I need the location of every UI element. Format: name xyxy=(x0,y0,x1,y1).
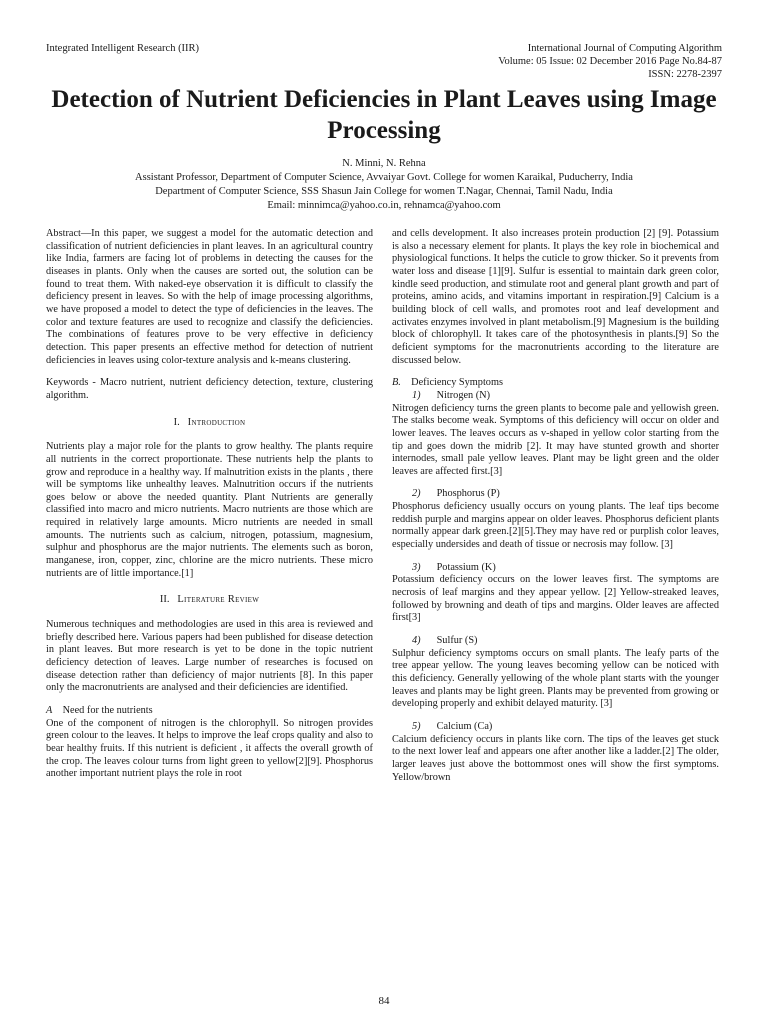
subsection-letter: B. xyxy=(392,377,401,389)
item-number: 3) xyxy=(412,561,421,573)
item-label: Nitrogen (N) xyxy=(436,389,491,401)
item-label: Potassium (K) xyxy=(436,561,496,573)
paper-title: Detection of Nutrient Deficiencies in Plant Leaves using Image Processing xyxy=(51,86,717,144)
section-title: Introduction xyxy=(187,416,246,428)
journal-publisher: Integrated Intelligent Research (IIR) xyxy=(46,43,200,54)
subsection-title: Deficiency Symptoms xyxy=(411,377,503,389)
item-number: 4) xyxy=(412,635,421,647)
potassium-text: Potassium deficiency occurs on the lower leaves first. The symptoms are necrosis of leaf margins and they appear yellow. [2] Yellow-streaked leaves, followed by browning and death of tips and margins. Older leaves are affected first[3] xyxy=(392,574,719,624)
section-title: Literature Review xyxy=(177,594,260,606)
section-number: I. xyxy=(173,416,180,428)
item-number: 1) xyxy=(412,389,421,401)
item-number: 5) xyxy=(412,720,421,732)
need-nutrients-text: One of the component of nitrogen is the chlorophyll. So nitrogen provides green colour to the leaves. It helps to improve the leaf crops quality and also to bear healthy fruits. If this nutrient is deficient , it affects the overall growth of the crop. The leaves colour turns from light green to yellow[2][9]. Phosphorus another important nutrient plays the role in root xyxy=(46,717,373,780)
author-names: N. Minni, N. Rehna xyxy=(342,158,426,169)
nutrient-overview-text: and cells development. It also increases protein production [2] [9]. Potassium is also a necessary element for plants. It plays the key role in biochemical and physiological functions. It helps the cuticle to grow thicker. So it prevents from water loss and disease [1][9]. Sulfur is essential to maintain dark green color, kindle seed production, and stimulate root and general plant growth and part of proteins, amino acids, and vitamins important in respiration.[9] Calcium is a building block of cell walls, and promotes root and leaf development and activates enzymes involved in plant metabolism.[9] Magnesium is the building block of chlorophyll. It takes care of the photosynthesis in plants.[9] So the deficient symptoms for the macronutrients according to the literature are discussed below. xyxy=(392,228,719,366)
author-email: Email: minnimca@yahoo.co.in, rehnamca@yahoo.com xyxy=(267,200,501,211)
item-heading-potassium xyxy=(392,562,719,575)
literature-text: Numerous techniques and methodologies are used in this area is reviewed and briefly described here. Various papers had been published for disease detection in plant leaves. But more research is yet to be done in the topic nutrient deficiency detection of leaves. Large number of researches is focused on disease detection rather than deficiency of major nutrients [8]. In this paper only the macronutrients are analysed and their deficiencies are identified. xyxy=(46,619,373,694)
item-heading-nitrogen xyxy=(392,390,719,403)
item-heading-phosphorus xyxy=(392,488,719,501)
page-number: 84 xyxy=(378,995,390,1007)
subsection-heading-a xyxy=(46,705,373,718)
introduction-text: Nutrients play a major role for the plants to grow healthy. The plants require all nutrients in the correct proportionate. These nutrients help the plants to grow and reproduce in a healthy way. If malnutrition exists in the plants , there will be symptoms like unhealthy leaves. Malnutrition occurs if the nutrients goes below or above the needed quantity. Plant Nutrients are generally classified into macro and micro nutrients. Macro nutrients are those which are required in relatively large amounts. Micro nutrients are needed in small amounts. The nutrients such as calcium, nitrogen, potassium, magnesium, sulphur and phosphorus are the major nutrients. The elements such as boron, manganese, iron, copper, zinc, chlorine are the micro nutrients. These micro nutrients are of little importance.[1] xyxy=(46,441,373,579)
journal-info xyxy=(498,42,722,81)
affiliation-2: Department of Computer Science, SSS Shasun Jain College for women T.Nagar, Chennai, Tamil Nadu, India xyxy=(155,186,613,197)
item-number: 2) xyxy=(412,488,421,500)
left-column xyxy=(46,228,373,791)
section-number: II. xyxy=(159,594,170,606)
item-label: Calcium (Ca) xyxy=(436,720,493,732)
calcium-text: Calcium deficiency occurs in plants like corn. The tips of the leaves get stuck to the next lower leaf and appears one after another like a ladder.[2] The older, larger leaves just above the bottommost ones will show the first symptoms. Yellow/brown xyxy=(392,733,719,783)
journal-name: International Journal of Computing Algorithm xyxy=(527,43,722,54)
subsection-title: Need for the nutrients xyxy=(62,705,153,716)
phosphorus-text: Phosphorus deficiency usually occurs on young plants. The leaf tips become reddish purple and margins appear on older leaves. Phosphorus deficient plants normally appear dark green.[2][5].They may have red or purplish color leaves, especially undersides and death of tissue or necrosis may follow. [3] xyxy=(392,501,719,551)
subsection-letter: A xyxy=(46,705,53,716)
sulfur-text: Sulphur deficiency symptoms occurs on small plants. The leafy parts of the tree appear yellow. The young leaves becoming yellow can be noticed with this deficiency. Generally yellowing of the whole plant starts with the younger leaves and plants may be light green. Plants may be prevented from growing or developing properly and exhibit delayed maturity. [3] xyxy=(392,647,719,710)
right-column xyxy=(392,228,719,794)
item-label: Sulfur (S) xyxy=(436,635,478,647)
affiliation-1: Assistant Professor, Department of Computer Science, Avvaiyar Govt. College for women Karaikal, Puducherry, India xyxy=(135,172,633,183)
author-block xyxy=(30,157,738,213)
item-heading-sulfur xyxy=(392,635,719,648)
keywords: Keywords - Macro nutrient, nutrient deficiency detection, texture, clustering algorithm. xyxy=(46,377,373,401)
section-heading-literature xyxy=(46,594,373,607)
item-label: Phosphorus (P) xyxy=(436,488,500,500)
section-heading-introduction xyxy=(46,417,373,430)
journal-volume: Volume: 05 Issue: 02 December 2016 Page No.84-87 xyxy=(498,56,722,67)
journal-issn: ISSN: 2278-2397 xyxy=(648,69,722,80)
item-heading-calcium xyxy=(392,721,719,734)
abstract: Abstract—In this paper, we suggest a model for the automatic detection and classification of nutrient deficiencies in plant leaves. In an agricultural country like India, farmers are facing lot of problems in detecting the causes for the diseases in plants. Only when the causes are sorted out, the solution can be found to treat them. With naked-eye observation it is difficult to classify the deficiency present in leaves. So with the help of image processing algorithms, we have proposed a model to detect the type of deficiencies in the leaves. The color and texture features are used to recognize and classify the deficiencies. The combinations of features prove to be very effective in deficiency detection. This paper presents an effective method for detection of nutrient deficiencies in leaves using color-texture analysis and k-means clustering. xyxy=(46,228,373,366)
subsection-heading-b xyxy=(392,377,719,390)
nitrogen-text: Nitrogen deficiency turns the green plants to become pale and yellowish green. The stalks become weak. Symptoms of this deficiency will occur on older and lower leaves. The leaves occurs as v-shaped in yellow color starting from the tip and goes down the midrib [2]. It may have stunted growth and shorter internodes, small pale yellow leaves. Plant may be light green and the older leaves are affected first.[3] xyxy=(392,402,719,477)
